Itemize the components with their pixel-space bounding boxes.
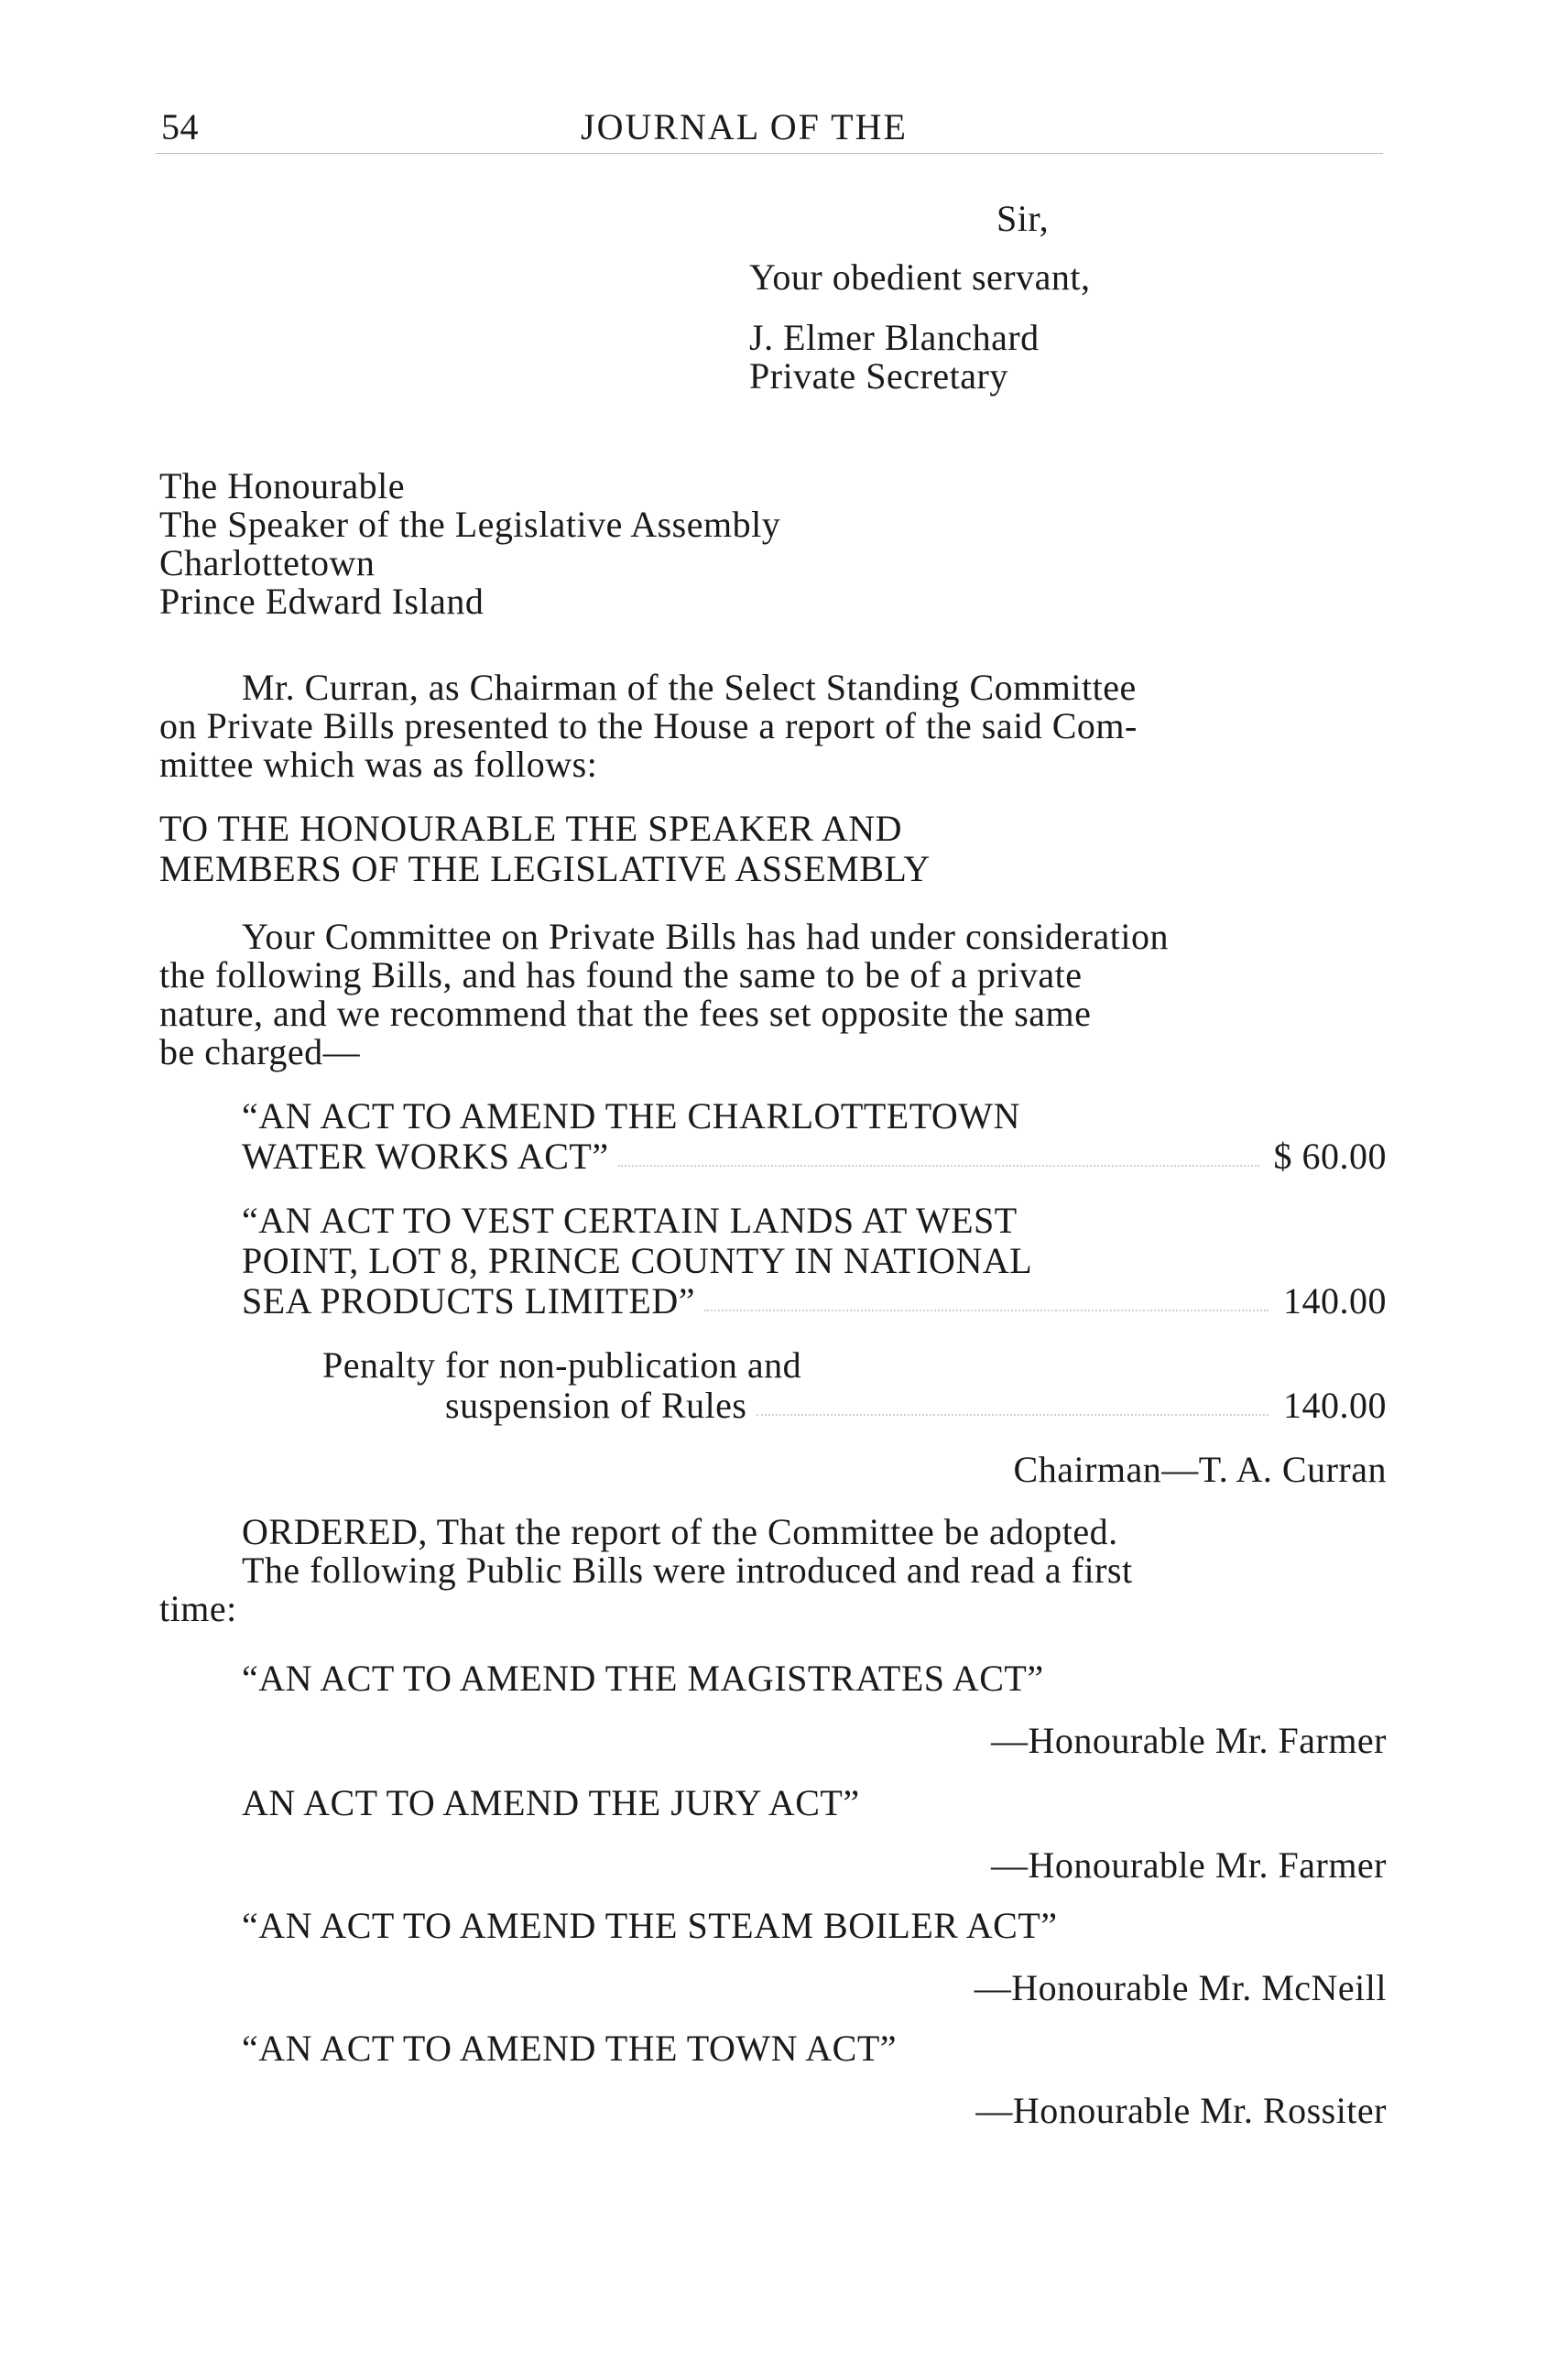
- bill-title-line: “AN ACT TO AMEND THE CHARLOTTETOWN: [242, 1095, 1020, 1137]
- public-bill-sponsor: —Honourable Mr. Farmer: [990, 1844, 1387, 1886]
- penalty-line: suspension of Rules: [445, 1385, 747, 1426]
- report-heading-line: TO THE HONOURABLE THE SPEAKER AND: [159, 808, 902, 849]
- penalty-line: Penalty for non-publication and: [322, 1344, 802, 1386]
- bill-title-line: “AN ACT TO VEST CERTAIN LANDS AT WEST: [242, 1200, 1018, 1241]
- fee-row: [242, 1282, 1387, 1321]
- intro-line: mittee which was as follows:: [159, 744, 598, 785]
- bill-title-line: SEA PRODUCTS LIMITED”: [242, 1280, 695, 1321]
- valediction: Your obedient servant,: [749, 256, 1091, 298]
- fee-amount: 140.00: [1283, 1385, 1387, 1426]
- fee-row: [445, 1387, 1387, 1425]
- signatory-position: Private Secretary: [749, 355, 1008, 397]
- address-line: The Honourable: [159, 465, 406, 506]
- address-line: Prince Edward Island: [159, 581, 485, 622]
- public-bill-title: “AN ACT TO AMEND THE TOWN ACT”: [242, 2028, 898, 2069]
- bill-title-line: WATER WORKS ACT”: [242, 1136, 609, 1177]
- chairman-signature-line: Chairman—T. A. Curran: [1013, 1449, 1387, 1490]
- signatory-name: J. Elmer Blanchard: [749, 317, 1040, 358]
- report-body-line: be charged—: [159, 1031, 361, 1072]
- fee-amount: 140.00: [1283, 1280, 1387, 1321]
- address-line: Charlottetown: [159, 542, 376, 583]
- dot-leaders: [704, 1310, 1269, 1311]
- public-bill-title: “AN ACT TO AMEND THE MAGISTRATES ACT”: [242, 1658, 1044, 1699]
- running-title: JOURNAL OF THE: [581, 106, 908, 147]
- report-body-line: Your Committee on Private Bills has had under consideration: [242, 916, 1169, 957]
- public-bills-intro: The following Public Bills were introduced and read a first: [242, 1550, 1133, 1591]
- fee-row: [242, 1137, 1387, 1176]
- public-bills-intro: time:: [159, 1588, 237, 1629]
- public-bill-sponsor: —Honourable Mr. Rossiter: [975, 2090, 1387, 2131]
- public-bill-sponsor: —Honourable Mr. McNeill: [974, 1967, 1387, 2008]
- intro-line: on Private Bills presented to the House a report of the said Com-: [159, 705, 1138, 746]
- salutation: Sir,: [996, 198, 1050, 239]
- intro-line: Mr. Curran, as Chairman of the Select Standing Committee: [242, 667, 1137, 708]
- page-number: 54: [161, 106, 199, 147]
- public-bill-title: AN ACT TO AMEND THE JURY ACT”: [242, 1782, 860, 1823]
- report-body-line: the following Bills, and has found the same to be of a private: [159, 954, 1083, 995]
- dot-leaders: [618, 1165, 1259, 1167]
- public-bill-title: “AN ACT TO AMEND THE STEAM BOILER ACT”: [242, 1905, 1058, 1946]
- dot-leaders: [757, 1414, 1269, 1416]
- fee-amount: $ 60.00: [1273, 1136, 1387, 1177]
- header-rule: [156, 153, 1383, 154]
- address-line: The Speaker of the Legislative Assembly: [159, 504, 781, 545]
- report-body-line: nature, and we recommend that the fees set opposite the same: [159, 993, 1092, 1034]
- public-bill-sponsor: —Honourable Mr. Farmer: [990, 1720, 1387, 1761]
- ordered-line: ORDERED, That the report of the Committee be adopted.: [242, 1511, 1118, 1552]
- bill-title-line: POINT, LOT 8, PRINCE COUNTY IN NATIONAL: [242, 1240, 1033, 1281]
- report-heading-line: MEMBERS OF THE LEGISLATIVE ASSEMBLY: [159, 848, 931, 889]
